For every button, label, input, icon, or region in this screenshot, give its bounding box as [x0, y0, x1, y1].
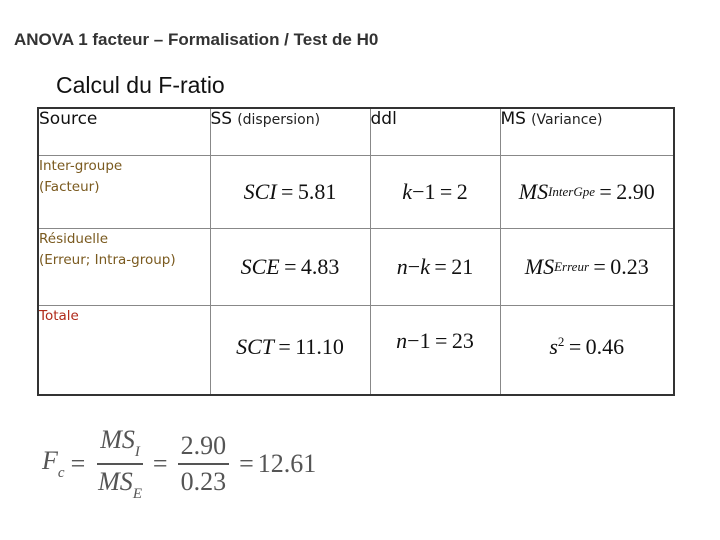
numeric-fraction: $\frac{2.90}{0.23}$ [178, 431, 230, 497]
anova-table [37, 107, 675, 396]
source-cell: Résiduelle (Erreur; Intra-group) [38, 229, 210, 306]
header-ms: MS (Variance) [500, 108, 674, 156]
section-title: Calcul du F-ratio [56, 72, 225, 98]
ddl-cell: n − k = 21 [370, 229, 500, 306]
source-cell: Inter-groupe (Facteur) [38, 156, 210, 229]
ss-cell: SCE = 4.83 [210, 229, 370, 306]
header-source: Source [38, 108, 210, 156]
ddl-cell: n −1 = 23 [370, 306, 500, 396]
source-cell: Totale [38, 306, 210, 396]
header-ss: SS (dispersion) [210, 108, 370, 156]
ddl-cell: k −1 = 2 [370, 156, 500, 229]
symbolic-fraction: $\frac{MS_I}{MS_E}$ [98, 425, 142, 502]
table-header-row [38, 108, 674, 156]
f-ratio-result: 12.61 [257, 449, 317, 478]
table-row-residuelle [38, 229, 674, 306]
header-ddl: ddl [370, 108, 500, 156]
ms-cell: s $^2$ = 0.46 [500, 306, 674, 396]
table-row-totale [38, 306, 674, 396]
f-ratio-lhs: $F_c$ [42, 446, 65, 481]
ms-cell: MS Erreur = 0.23 [500, 229, 674, 306]
ss-cell: SCI = 5.81 [210, 156, 370, 229]
ms-cell: MS InterGpe = 2.90 [500, 156, 674, 229]
f-ratio-formula: $F_c$ = $\frac{MS_I}{MS_E}$ = $\frac{2.90}{0.23}$ = 12.61 [42, 425, 317, 502]
slide-title: ANOVA 1 facteur – Formalisation / Test de H0 [14, 30, 379, 49]
table-row-inter-groupe [38, 156, 674, 229]
ss-cell: SCT = 11.10 [210, 306, 370, 396]
